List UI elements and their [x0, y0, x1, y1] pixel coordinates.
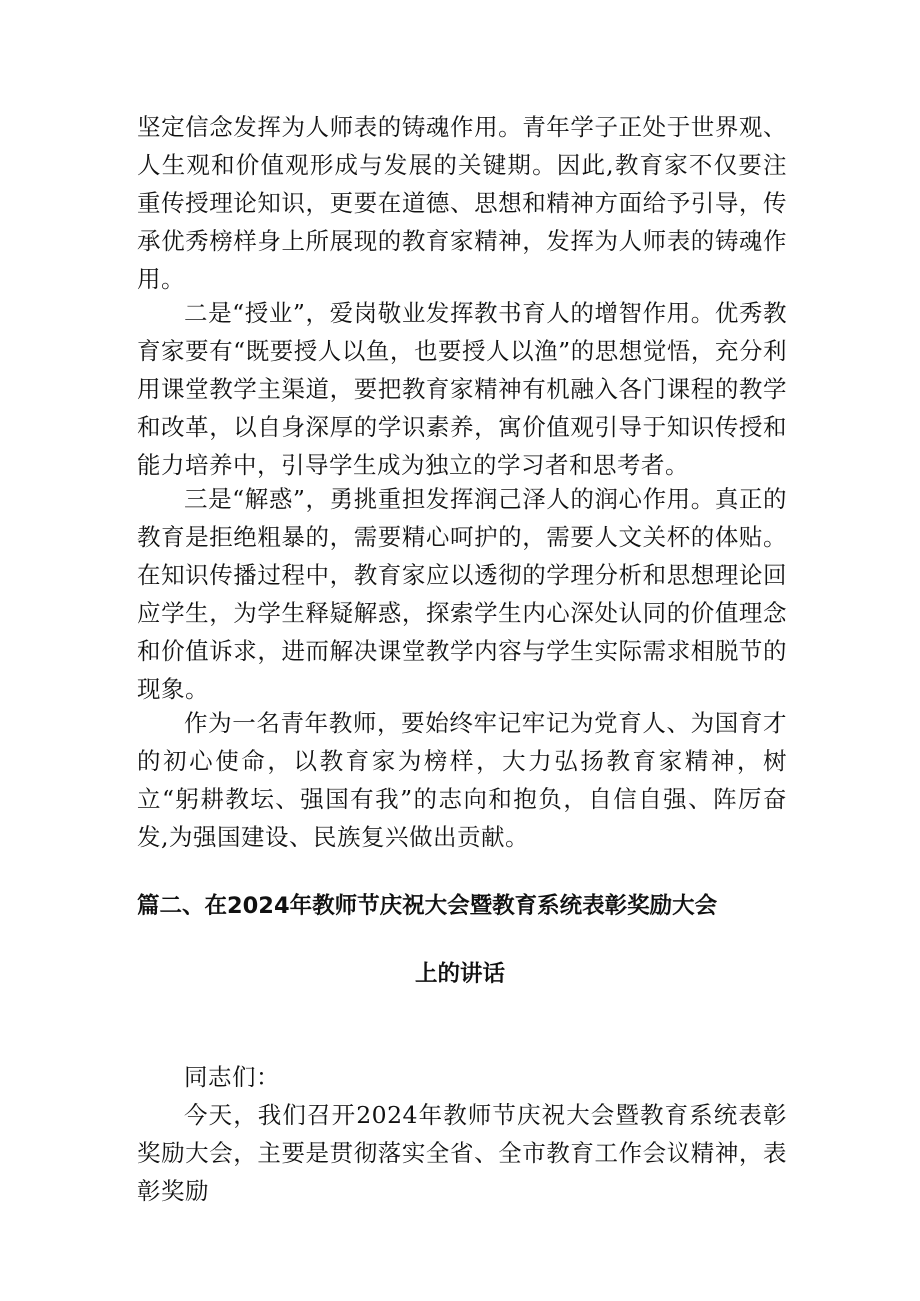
section-heading-line1: 篇二、在2024年教师节庆祝大会暨教育系统表彰奖励大会	[137, 893, 718, 919]
paragraph-second-point: 二是“授业”，爱岗敬业发挥教书育人的增智作用。优秀教育家要有“既要授人以鱼，也要授人以渔”的思想觉悟，充分利用课堂教学主渠道，要把教育家精神有机融入各门课程的教学和改革，以自身深厚的学识素养，寓价值观引导于知识传授和能力培养中，引导学生成为独立的学习者和思考者。	[137, 299, 787, 479]
paragraph-continuation: 坚定信念发挥为人师表的铸魂作用。青年学子正处于世界观、人生观和价值观形成与发展的关键期。因此,教育家不仅要注重传授理论知识，更要在道德、思想和精神方面给予引导，传承优秀榜样身上所展现的教育家精神，发挥为人师表的铸魂作用。	[137, 113, 787, 293]
body-section-bottom	[137, 1058, 787, 1206]
section-heading-line2: 上的讲话	[414, 961, 505, 987]
paragraph-opening: 今天，我们召开2024年教师节庆祝大会暨教育系统表彰奖励大会，主要是贯彻落实全省、全市教育工作会议精神，表彰奖励	[137, 1101, 787, 1205]
paragraph-third-point: 三是“解惑”，勇挑重担发挥润己泽人的润心作用。真正的教育是拒绝粗暴的，需要精心呵护的，需要人文关杯的体贴。在知识传播过程中，教育家应以透彻的学理分析和思想理论回应学生，为学生释疑解惑，探索学生内心深处认同的价值理念和价值诉求，进而解决课堂教学内容与学生实际需求相脱节的现象。	[137, 485, 787, 703]
paragraph-conclusion: 作为一名青年教师，要始终牢记牢记为党育人、为国育才的初心使命，以教育家为榜样，大力弘扬教育家精神，树立“躬耕教坛、强国有我”的志向和抱负，自信自强、阵厉奋发,为强国建设、民族复兴做出贡献。	[137, 709, 787, 851]
salutation: 同志们：	[184, 1063, 280, 1091]
body-section-top	[137, 108, 787, 852]
